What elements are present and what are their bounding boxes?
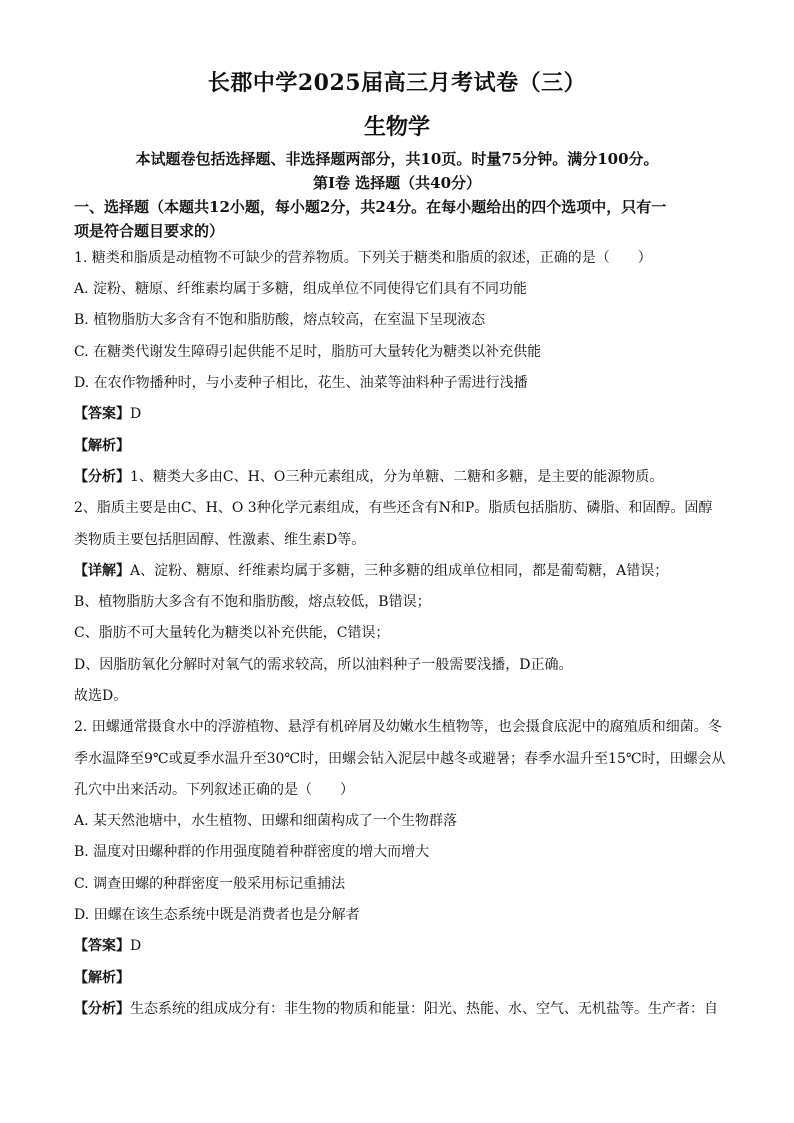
q2-analysis-label: 【解析】 — [74, 970, 130, 986]
q1-analysis-label: 【解析】 — [74, 438, 130, 454]
q1-xiangjie-a — [74, 561, 724, 581]
q1-conclusion: 故选D。 — [74, 688, 128, 704]
q2-option-d: D. 田螺在该生态系统中既是消费者也是分解者 — [74, 907, 360, 923]
xiangjie-tag: 【详解】 — [74, 563, 130, 579]
section-heading-line-2: 项是符合题目要求的） — [74, 222, 225, 240]
fenxi-text: 生态系统的组成成分有：非生物的物质和能量：阳光、热能、水、空气、无机盐等。生产者：自 — [130, 1001, 718, 1017]
q1-answer — [74, 404, 724, 424]
q1-xiangjie-d: D、因脂肪氧化分解时对氧气的需求较高，所以油料种子一般需要浅播，D正确。 — [74, 657, 573, 673]
answer-value: D — [130, 938, 142, 954]
answer-tag: 【答案】 — [74, 406, 130, 422]
q1-stem: 1. 糖类和脂质是动植物不可缺少的营养物质。下列关于糖类和脂质的叙述，正确的是（ ） — [74, 250, 652, 266]
exam-title: 长郡中学2025届高三月考试卷（三） — [207, 70, 587, 96]
q1-option-d: D. 在农作物播种时，与小麦种子相比，花生、油菜等油料种子需进行浅播 — [74, 375, 528, 391]
q2-answer — [74, 936, 724, 956]
q1-fenxi-2: 2、脂质主要是由C、H、O 3种化学元素组成，有些还含有N和P。脂质包括脂肪、磷脂、和固醇。固醇 — [74, 500, 713, 516]
q1-option-a: A. 淀粉、糖原、纤维素均属于多糖，组成单位不同使得它们具有不同功能 — [74, 281, 528, 297]
fenxi-tag: 【分析】 — [74, 469, 130, 485]
subject-title: 生物学 — [363, 114, 430, 140]
fenxi-tag: 【分析】 — [74, 1001, 130, 1017]
q2-option-a: A. 某天然池塘中，水生植物、田螺和细菌构成了一个生物群落 — [74, 813, 458, 829]
q2-stem-1: 2. 田螺通常摄食水中的浮游植物、悬浮有机碎屑及幼嫩水生植物等，也会摄食底泥中的腐殖质和细菌。冬 — [74, 719, 722, 735]
q1-fenxi-3: 类物质主要包括胆固醇、性激素、维生素D等。 — [74, 532, 366, 548]
q2-stem-2: 季水温降至9℃或夏季水温升至30℃时，田螺会钻入泥层中越冬或避暑；春季水温升至15℃时，田螺会从 — [74, 751, 726, 767]
q2-stem-3: 孔穴中出来活动。下列叙述正确的是（ ） — [74, 782, 354, 798]
xiangjie-text: A、淀粉、糖原、纤维素均属于多糖，三种多糖的组成单位相同，都是葡萄糖，A错误； — [130, 563, 669, 579]
q2-fenxi-1 — [74, 999, 724, 1019]
q1-option-b: B. 植物脂肪大多含有不饱和脂肪酸，熔点较高，在室温下呈现液态 — [74, 312, 486, 328]
q2-option-c: C. 调查田螺的种群密度一般采用标记重捕法 — [74, 876, 346, 892]
q1-xiangjie-c: C、脂肪不可大量转化为糖类以补充供能，C错误； — [74, 625, 390, 641]
answer-tag: 【答案】 — [74, 938, 130, 954]
section-heading — [74, 195, 724, 243]
part-heading: 第Ⅰ卷 选择题（共40分） — [312, 174, 482, 192]
q1-xiangjie-b: B、植物脂肪大多含有不饱和脂肪酸，熔点较低，B错误； — [74, 594, 431, 610]
fenxi-text: 1、糖类大多由C、H、O三种元素组成，分为单糖、二糖和多糖，是主要的能源物质。 — [130, 469, 664, 485]
answer-value: D — [130, 406, 142, 422]
exam-note: 本试题卷包括选择题、非选择题两部分，共10页。时量75分钟。满分100分。 — [135, 150, 659, 168]
q1-option-c: C. 在糖类代谢发生障碍引起供能不足时，脂肪可大量转化为糖类以补充供能 — [74, 344, 542, 360]
section-heading-line-1: 一、选择题（本题共12小题，每小题2分，共24分。在每小题给出的四个选项中，只有一 — [74, 198, 667, 216]
q1-fenxi-1 — [74, 467, 724, 487]
q2-option-b: B. 温度对田螺种群的作用强度随着种群密度的增大而增大 — [74, 844, 430, 860]
